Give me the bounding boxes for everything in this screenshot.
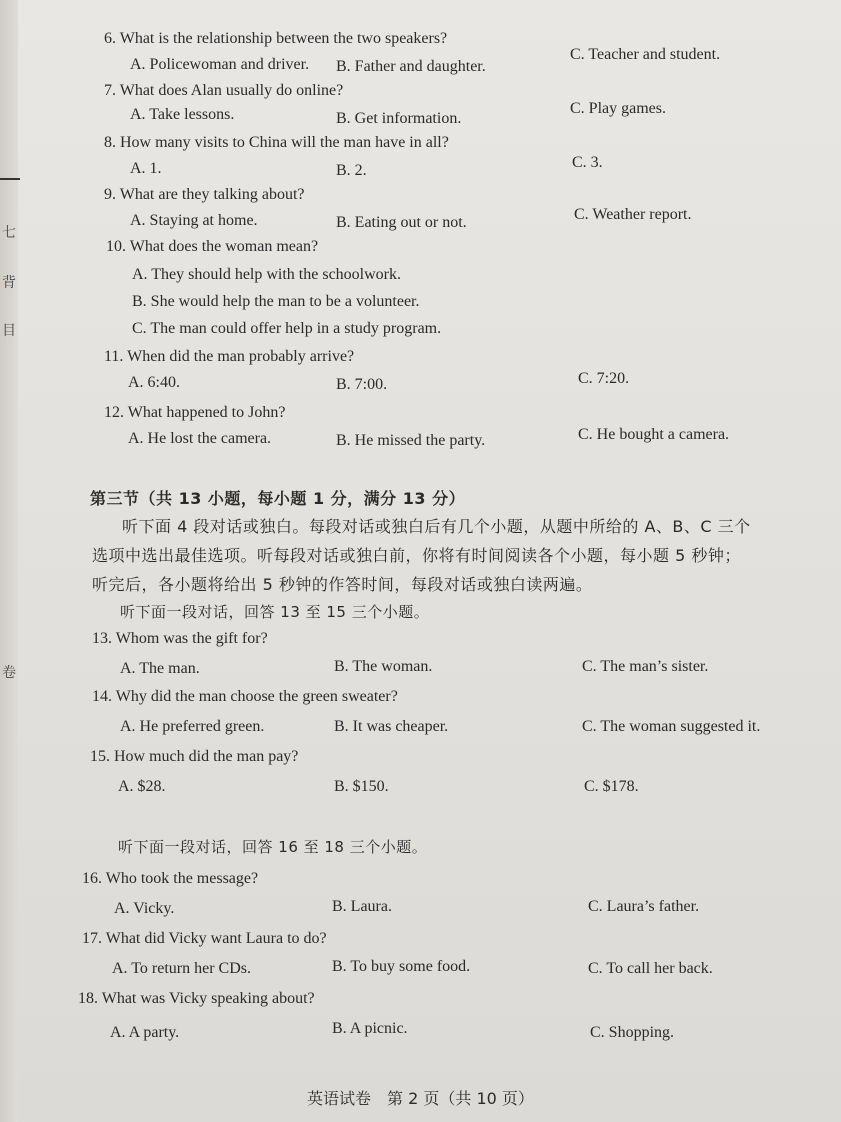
instruction-line: 选项中选出最佳选项。听每段对话或独白前，你将有时间阅读各个小题，每小题 5 秒钟； xyxy=(92,546,741,565)
option-c: C. 3. xyxy=(572,154,603,171)
option-c: C. $178. xyxy=(584,778,639,795)
option-b: B. Get information. xyxy=(336,110,462,127)
option-b: B. 7:00. xyxy=(336,376,388,393)
option-a: A. To return her CDs. xyxy=(112,960,252,977)
option-a: A. They should help with the schoolwork. xyxy=(132,266,402,283)
option-c: C. Laura’s father. xyxy=(588,898,700,915)
option-c: C. The woman suggested it. xyxy=(582,718,761,735)
option-a: A. Take lessons. xyxy=(130,106,235,123)
question-12: 12. What happened to John? xyxy=(104,404,286,421)
edge-char: 七 xyxy=(2,225,16,241)
page-footer: 英语试卷 第 2 页（共 10 页） xyxy=(307,1089,534,1108)
option-c: C. 7:20. xyxy=(578,370,630,387)
question-16: 16. Who took the message? xyxy=(82,870,259,887)
question-6: 6. What is the relationship between the two speakers? xyxy=(104,30,448,47)
dialog-instruction: 听下面一段对话，回答 16 至 18 三个小题。 xyxy=(118,838,428,856)
option-c: C. The man could offer help in a study program. xyxy=(132,320,442,337)
option-a: A. He preferred green. xyxy=(120,718,265,735)
dialog-instruction: 听下面一段对话，回答 13 至 15 三个小题。 xyxy=(120,603,430,621)
edge-rule xyxy=(0,178,20,180)
question-10: 10. What does the woman mean? xyxy=(106,238,319,255)
option-c: C. The man’s sister. xyxy=(582,658,709,675)
option-c: C. Teacher and student. xyxy=(570,46,721,63)
option-b: B. Eating out or not. xyxy=(336,214,467,231)
option-b: B. The woman. xyxy=(334,658,433,675)
question-18: 18. What was Vicky speaking about? xyxy=(78,990,315,1007)
option-a: A. He lost the camera. xyxy=(128,430,272,447)
option-b: B. Father and daughter. xyxy=(336,58,486,75)
option-c: C. Shopping. xyxy=(590,1024,675,1041)
option-b: B. 2. xyxy=(336,162,367,179)
question-11: 11. When did the man probably arrive? xyxy=(104,348,355,365)
option-a: A. $28. xyxy=(118,778,166,795)
edge-char: 背 xyxy=(2,275,16,291)
edge-char: 卷 xyxy=(2,665,16,681)
instruction-line: 听完后，各小题将给出 5 秒钟的作答时间，每段对话或独白读两遍。 xyxy=(92,575,593,594)
option-c: C. Weather report. xyxy=(574,206,692,223)
option-b: B. To buy some food. xyxy=(332,958,471,975)
option-a: A. The man. xyxy=(120,660,200,677)
option-a: A. 6:40. xyxy=(128,374,180,391)
question-14: 14. Why did the man choose the green sweater? xyxy=(92,688,398,705)
question-15: 15. How much did the man pay? xyxy=(90,748,299,765)
question-8: 8. How many visits to China will the man have in all? xyxy=(104,134,449,151)
option-c: C. Play games. xyxy=(570,100,666,117)
option-b: B. $150. xyxy=(334,778,389,795)
option-a: A. A party. xyxy=(110,1024,180,1041)
option-c: C. To call her back. xyxy=(588,960,713,977)
instruction-line: 听下面 4 段对话或独白。每段对话或独白后有几个小题，从题中所给的 A、B、C 三个 xyxy=(122,517,751,536)
option-b: B. Laura. xyxy=(332,898,392,915)
option-a: A. Staying at home. xyxy=(130,212,258,229)
page-left-edge xyxy=(0,0,18,1122)
option-a: A. Policewoman and driver. xyxy=(130,56,310,73)
question-9: 9. What are they talking about? xyxy=(104,186,305,203)
option-b: B. A picnic. xyxy=(332,1020,408,1037)
option-b: B. It was cheaper. xyxy=(334,718,449,735)
option-b: B. He missed the party. xyxy=(336,432,486,449)
option-b: B. She would help the man to be a volunteer. xyxy=(132,293,420,310)
section-heading: 第三节（共 13 小题，每小题 1 分，满分 13 分） xyxy=(90,489,466,508)
option-c: C. He bought a camera. xyxy=(578,426,730,443)
option-a: A. Vicky. xyxy=(114,900,175,917)
edge-char: 目 xyxy=(2,323,16,339)
question-13: 13. Whom was the gift for? xyxy=(92,630,268,647)
question-7: 7. What does Alan usually do online? xyxy=(104,82,344,99)
question-17: 17. What did Vicky want Laura to do? xyxy=(82,930,327,947)
option-a: A. 1. xyxy=(130,160,162,177)
